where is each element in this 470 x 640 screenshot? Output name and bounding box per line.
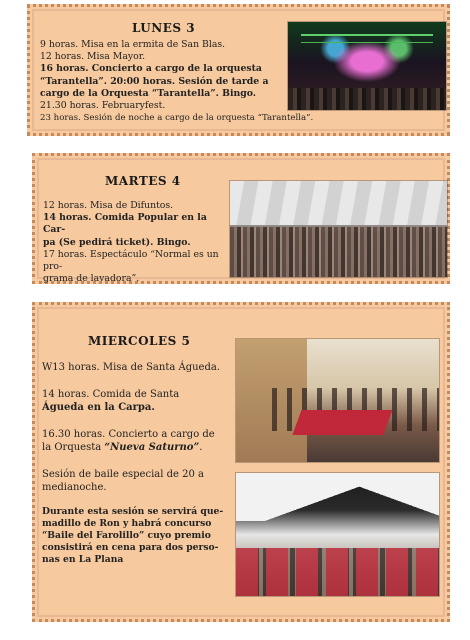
concert-time: 16.30 horas. Concierto a cargo de bbox=[42, 429, 215, 440]
tuesday-line: 12 horas. Misa de Difuntos. bbox=[43, 200, 174, 211]
tuesday-line: 17 horas. Espectáculo “Normal es un pro- bbox=[43, 248, 219, 273]
contest-line: Durante esta sesión se servirá que- bbox=[42, 506, 224, 517]
dance-end: medianoche. bbox=[42, 482, 107, 493]
orchestra-name: “Nueva Saturno” bbox=[104, 442, 200, 453]
lunch-place: Águeda en la Carpa. bbox=[42, 402, 155, 413]
monday-schedule bbox=[40, 39, 314, 124]
wednesday-contest bbox=[42, 506, 232, 566]
monday-line: 9 horas. Misa en la ermita de San Blas. bbox=[40, 39, 226, 50]
wednesday-schedule bbox=[42, 361, 232, 566]
monday-line: 12 horas. Misa Mayor. bbox=[40, 51, 146, 63]
dance-time: Sesión de baile especial de 20 a bbox=[42, 469, 204, 480]
tent-tables-photo bbox=[230, 181, 447, 277]
tuesday-panel bbox=[32, 153, 450, 284]
dining-room-photo bbox=[236, 339, 439, 462]
concert-intro: la Orquesta bbox=[42, 442, 105, 453]
concert-stage-photo bbox=[288, 22, 446, 110]
wednesday-mass: W13 horas. Misa de Santa Águeda. bbox=[42, 362, 221, 373]
wednesday-concert bbox=[42, 428, 232, 454]
tuesday-title: MARTES 4 bbox=[105, 174, 181, 188]
tuesday-line: 14 horas. Comida Popular en la Car- bbox=[43, 212, 207, 236]
concert-end: . bbox=[199, 442, 203, 453]
monday-line: cargo de la Orquesta “Tarantella”. Bingo. bbox=[40, 87, 257, 99]
wednesday-lunch bbox=[42, 388, 232, 414]
contest-line: madillo de Ron y habrá concurso bbox=[42, 518, 212, 529]
wednesday-panel bbox=[32, 302, 450, 622]
monday-line: 23 horas. Sesión de noche a cargo de la orquesta “Tarantella”. bbox=[40, 113, 314, 124]
contest-line: nas en La Plana bbox=[42, 554, 124, 565]
contest-line: “Baile del Farolillo” cuyo premio bbox=[42, 530, 211, 541]
monday-title: LUNES 3 bbox=[132, 21, 196, 35]
tuesday-line: grama de lavadora”. bbox=[43, 273, 140, 285]
monday-line: 16 horas. Concierto a cargo de la orquesta bbox=[40, 63, 262, 75]
wednesday-title: MIERCOLES 5 bbox=[88, 334, 191, 348]
lunch-time: 14 horas. Comida de Santa bbox=[42, 389, 180, 400]
monday-line: 21.30 horas. Februaryfest. bbox=[40, 100, 166, 112]
tuesday-schedule bbox=[43, 200, 228, 285]
tuesday-line: pa (Se pedirá ticket). Bingo. bbox=[43, 236, 191, 248]
contest-line: consistirá en cena para dos perso- bbox=[42, 542, 219, 553]
dinner-tent-photo bbox=[236, 473, 439, 596]
wednesday-dance bbox=[42, 468, 232, 494]
monday-line: “Tarantella”. 20:00 horas. Sesión de tarde a bbox=[40, 75, 269, 87]
monday-panel bbox=[27, 4, 450, 136]
